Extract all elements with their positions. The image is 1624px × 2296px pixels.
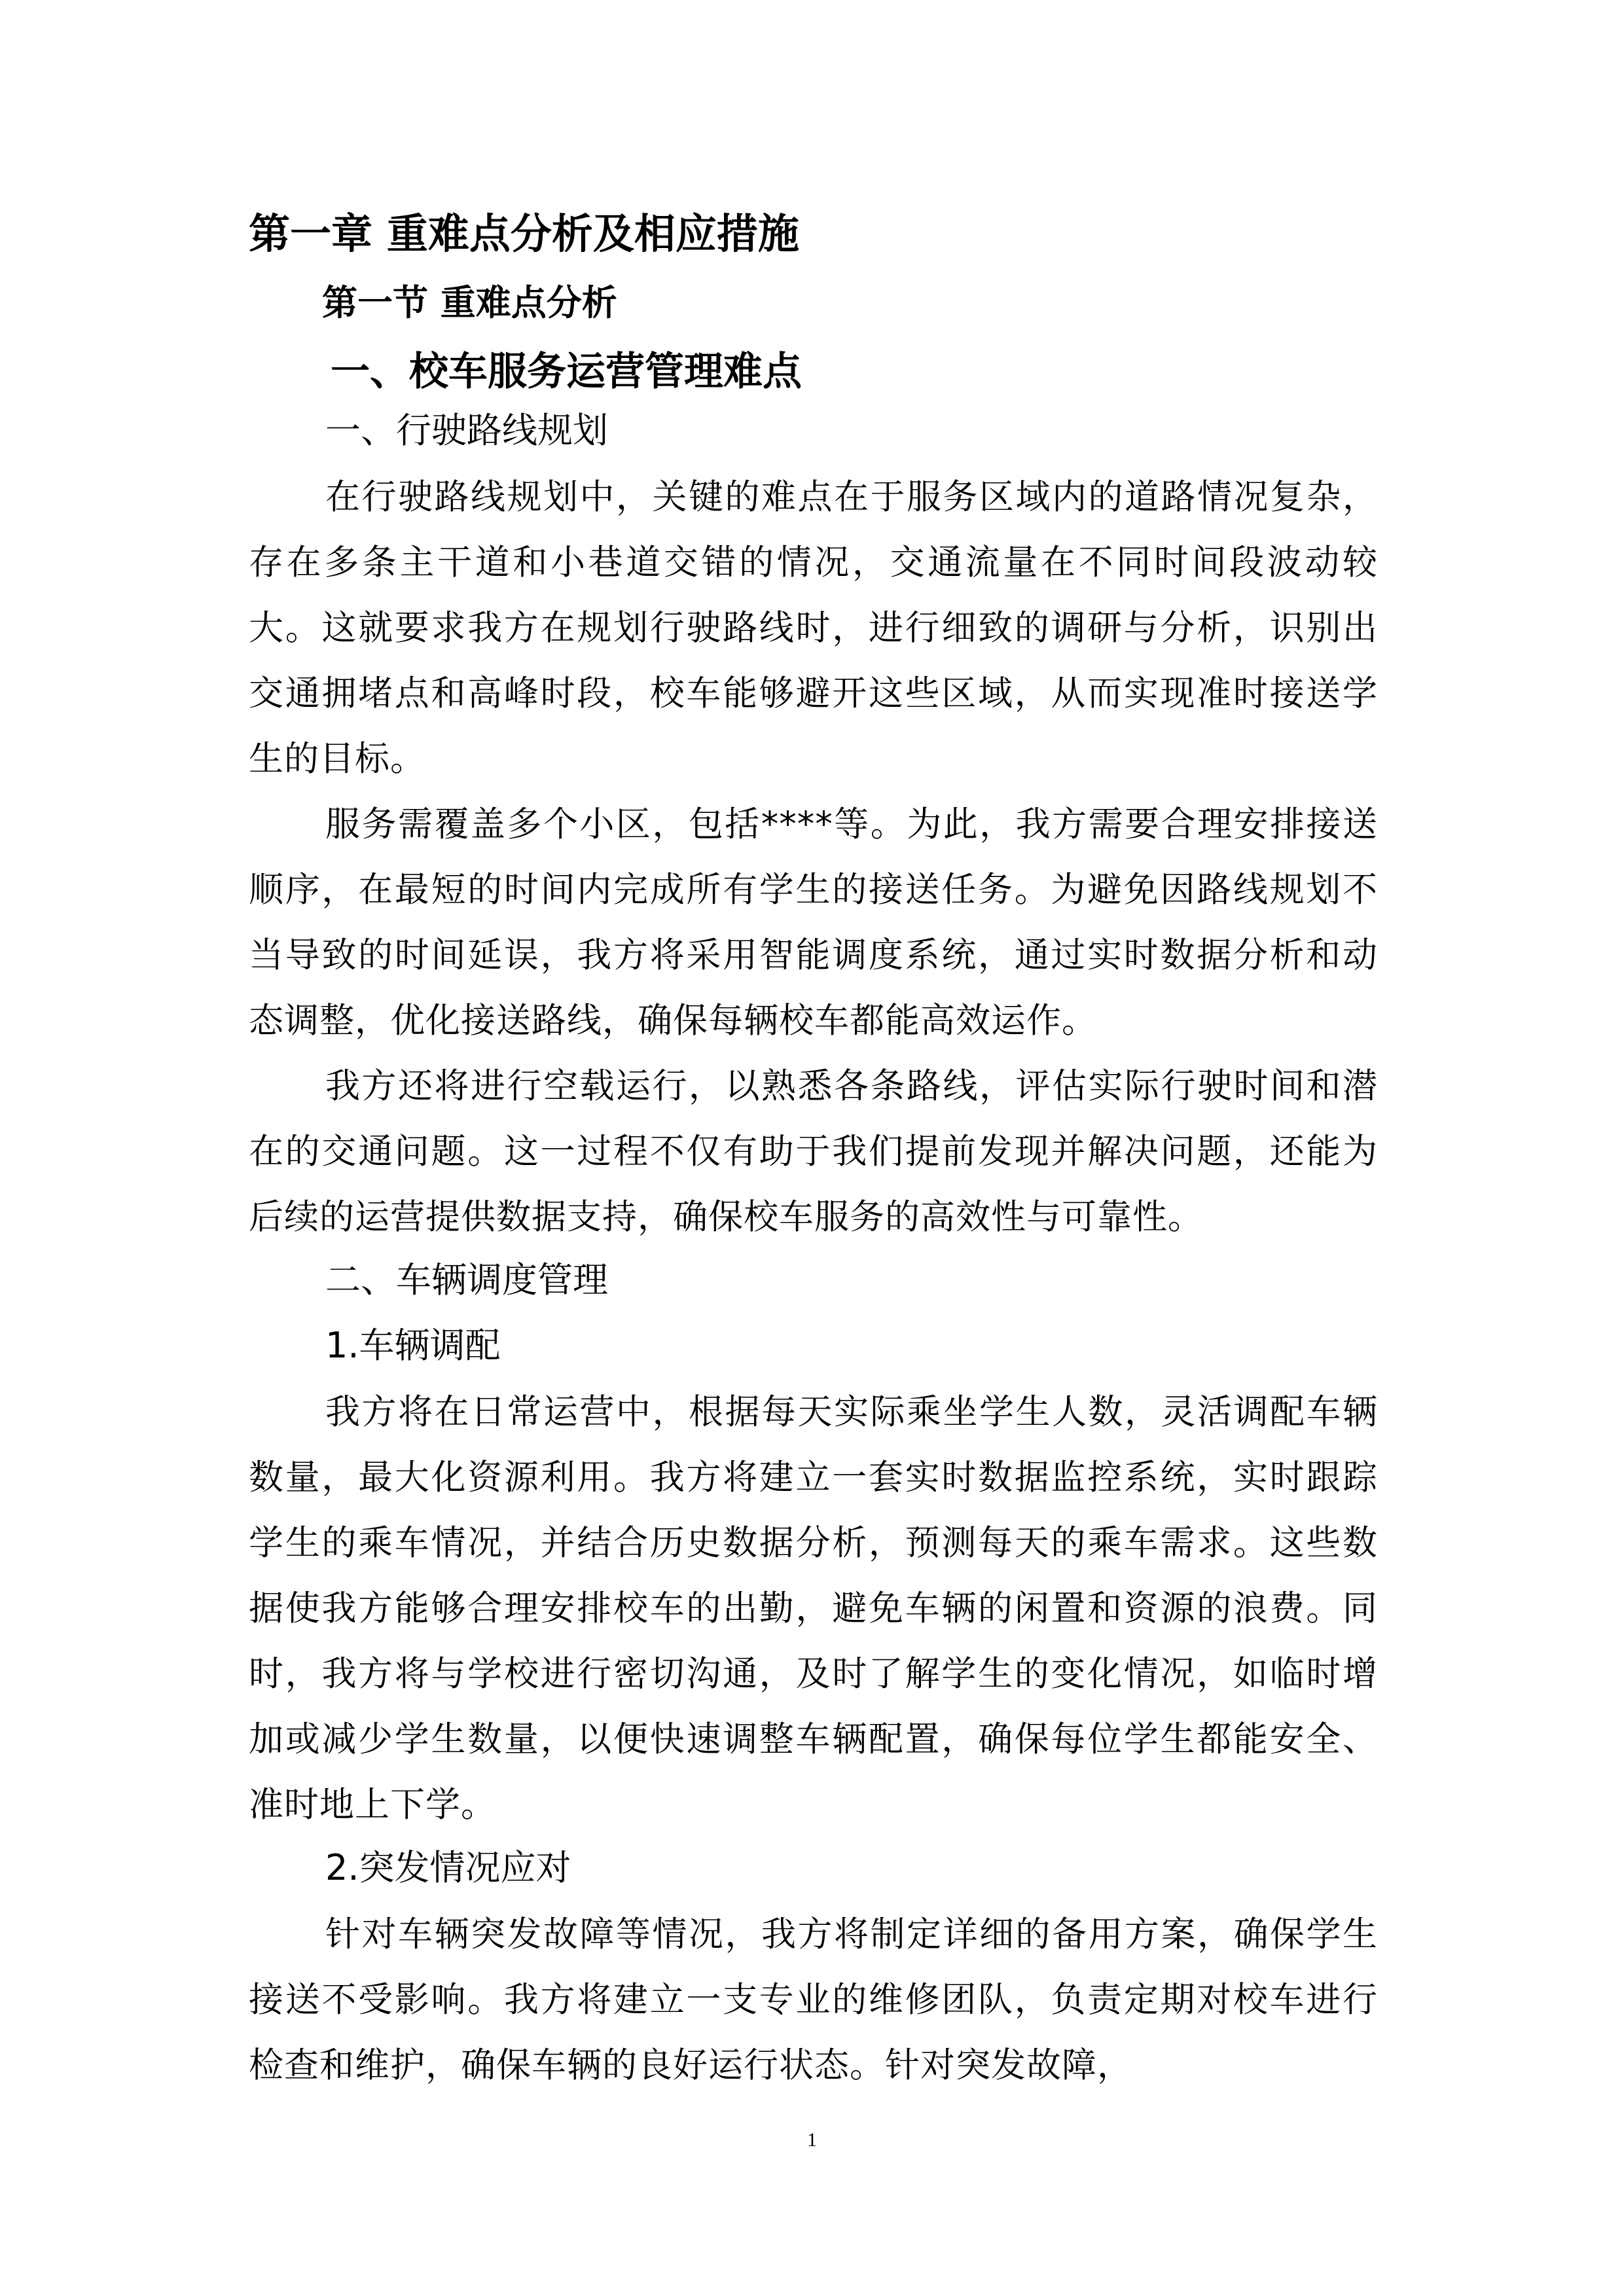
- emergency-response-heading: 2.突发情况应对: [325, 1847, 571, 1888]
- subsection-title: 一、校车服务运营管理难点: [331, 349, 802, 395]
- vehicle-allocation-heading: 1.车辆调配: [325, 1325, 501, 1366]
- page-number: 1: [807, 2129, 817, 2151]
- section-title: 第一节 重难点分析: [322, 282, 617, 323]
- route-planning-paragraph-1: 在行驶路线规划中，关键的难点在于服务区域内的道路情况复杂，存在多条主干道和小巷道交错的情况，交通流量在不同时间段波动较大。这就要求我方在规划行驶路线时，进行细致的调研与分析，识别出交通拥堵点和高峰时段，校车能够避开这些区域，从而实现准时接送学生的目标。: [249, 477, 1378, 779]
- emergency-response-paragraph: 针对车辆突发故障等情况，我方将制定详细的备用方案，确保学生接送不受影响。我方将建立一支专业的维修团队，负责定期对校车进行检查和维护，确保车辆的良好运行状态。针对突发故障，: [249, 1914, 1378, 2085]
- page-content: [249, 208, 1378, 2098]
- route-planning-paragraph-3: 我方还将进行空载运行，以熟悉各条路线，评估实际行驶时间和潜在的交通问题。这一过程不仅有助于我们提前发现并解决问题，还能为后续的运营提供数据支持，确保校车服务的高效性与可靠性。: [249, 1066, 1378, 1237]
- vehicle-dispatch-heading: 二、车辆调度管理: [325, 1259, 608, 1300]
- route-planning-paragraph-2: 服务需覆盖多个小区，包括****等。为此，我方需要合理安排接送顺序，在最短的时间内完成所有学生的接送任务。为避免因路线规划不当导致的时间延误，我方将采用智能调度系统，通过实时数据分析和动态调整，优化接送路线，确保每辆校车都能高效运作。: [249, 804, 1378, 1041]
- chapter-title: 第一章 重难点分析及相应措施: [249, 210, 799, 258]
- route-planning-heading: 一、行驶路线规划: [325, 410, 608, 451]
- vehicle-allocation-paragraph: 我方将在日常运营中，根据每天实际乘坐学生人数，灵活调配车辆数量，最大化资源利用。我方将建立一套实时数据监控系统，实时跟踪学生的乘车情况，并结合历史数据分析，预测每天的乘车需求。这些数据使我方能够合理安排校车的出勤，避免车辆的闲置和资源的浪费。同时，我方将与学校进行密切沟通，及时了解学生的变化情况，如临时增加或减少学生数量，以便快速调整车辆配置，确保每位学生都能安全、准时地上下学。: [249, 1392, 1378, 1825]
